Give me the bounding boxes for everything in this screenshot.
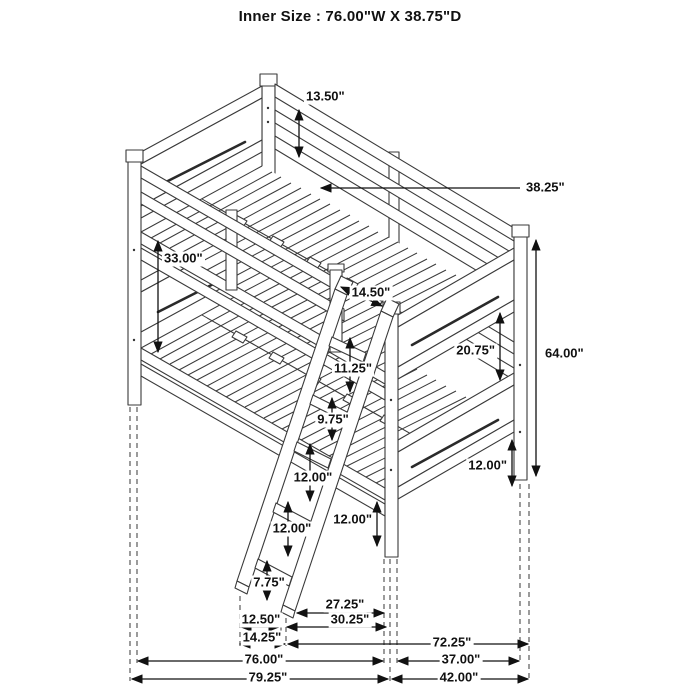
dim-bunk-gap-foot-end: 20.75"	[456, 342, 495, 358]
dim-ladder-foot-outer: 14.25"	[242, 629, 282, 645]
dim-overall-depth: 42.00"	[439, 669, 479, 685]
dim-rung-gap-top: 11.25"	[334, 360, 372, 376]
dim-right-post-base: 12.00"	[468, 457, 507, 473]
left-post	[126, 150, 143, 405]
dim-front-post-base: 12.00"	[333, 511, 372, 527]
dim-ladder-foot-height: 7.75"	[253, 574, 285, 590]
dim-rung-gap-second: 9.75"	[317, 411, 349, 427]
dim-overall-height: 64.00"	[545, 345, 584, 361]
dim-bunk-spacing-left: 33.00"	[164, 250, 203, 266]
dim-ladder-opening: 14.50"	[351, 284, 391, 300]
dim-ladder-foot-depth: 12.50"	[241, 611, 281, 627]
dim-guard-rail-height: 13.50"	[306, 88, 345, 104]
right-post	[512, 225, 529, 480]
dim-inner-depth: 38.25"	[526, 179, 565, 195]
dim-ladder-floor-offset: 27.25"	[325, 596, 365, 612]
dim-ladder-floor-span: 30.25"	[330, 611, 370, 627]
dim-overall-length: 79.25"	[248, 669, 288, 685]
dim-inner-width-floor: 37.00"	[441, 651, 481, 667]
dim-inner-length: 76.00"	[244, 651, 284, 667]
page-title: Inner Size : 76.00"W X 38.75"D	[238, 8, 462, 25]
dim-rung-gap-fourth: 12.00"	[272, 520, 312, 536]
dim-floor-length-inner: 72.25"	[432, 634, 472, 650]
dim-rung-gap-third: 12.00"	[293, 469, 333, 485]
